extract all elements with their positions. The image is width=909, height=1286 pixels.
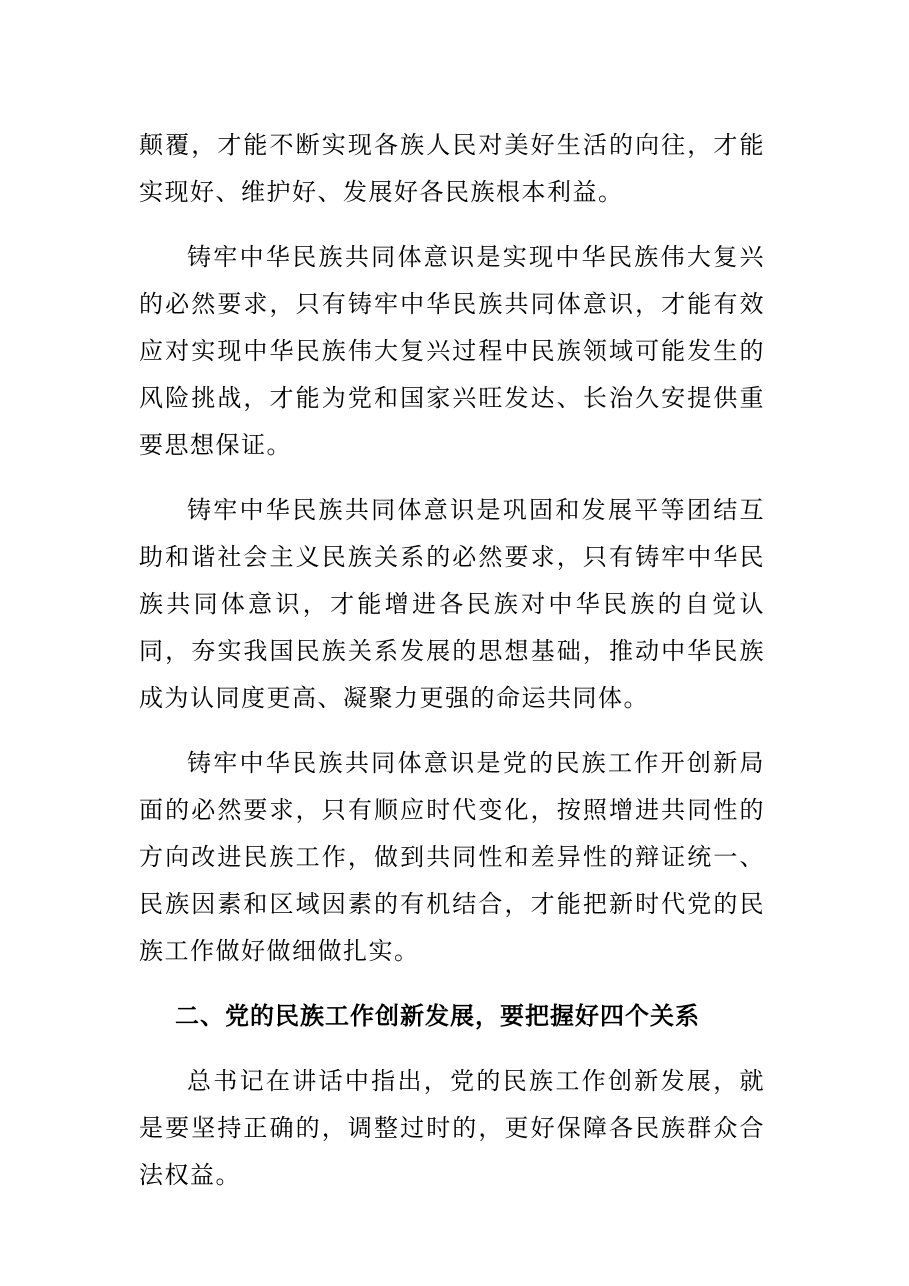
paragraph-ethnic-work: 铸牢中华民族共同体意识是党的民族工作开创新局面的必然要求，只有顺应时代变化，按照增进共同性的方向改进民族工作，做到共同性和差异性的辩证统一、民族因素和区域因素的有机结合，才能把新时代党的民族工作做好做细做扎实。 bbox=[139, 749, 765, 965]
document-body bbox=[139, 122, 765, 1217]
section-heading: 二、党的民族工作创新发展，要把握好四个关系 bbox=[175, 1002, 700, 1030]
paragraph-closing: 总书记在讲话中指出，党的民族工作创新发展，就是要坚持正确的，调整过时的，更好保障各民族群众合法权益。 bbox=[139, 1067, 765, 1189]
paragraph-continuation: 颠覆，才能不断实现各族人民对美好生活的向往，才能实现好、维护好、发展好各民族根本利益。 bbox=[139, 131, 765, 206]
paragraph-national-rejuvenation: 铸牢中华民族共同体意识是实现中华民族伟大复兴的必然要求，只有铸牢中华民族共同体意识，才能有效应对实现中华民族伟大复兴过程中民族领域可能发生的风险挑战，才能为党和国家兴旺发达、长治久安提供重要思想保证。 bbox=[139, 243, 765, 459]
paragraph-ethnic-relations: 铸牢中华民族共同体意识是巩固和发展平等团结互助和谐社会主义民族关系的必然要求，只有铸牢中华民族共同体意识，才能增进各民族对中华民族的自觉认同，夯实我国民族关系发展的思想基础，推动中华民族成为认同度更高、凝聚力更强的命运共同体。 bbox=[139, 496, 765, 712]
